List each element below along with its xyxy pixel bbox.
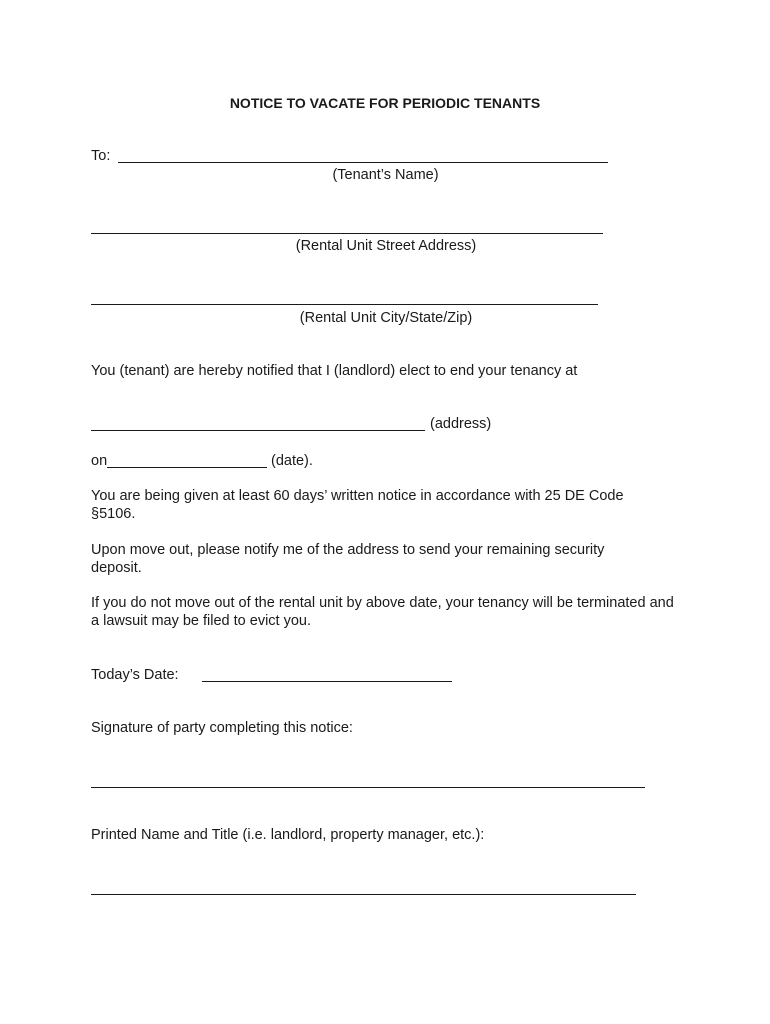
vacate-date-line[interactable] — [107, 467, 267, 468]
printed-name-line[interactable] — [91, 894, 636, 895]
on-label: on — [91, 453, 108, 469]
notice-sentence: You (tenant) are hereby notified that I (landlord) elect to end your tenancy at — [91, 363, 578, 379]
signature-label: Signature of party completing this notice: — [91, 720, 353, 736]
lawsuit-paragraph: If you do not move out of the rental unit by above date, your tenancy will be terminated and a lawsuit may be filed to evict you. — [91, 595, 674, 629]
signature-line[interactable] — [91, 787, 645, 788]
date-label: (date). — [271, 453, 313, 469]
to-label: To: — [91, 148, 111, 164]
printed-name-label: Printed Name and Title (i.e. landlord, property manager, etc.): — [91, 827, 485, 843]
street-address-caption: (Rental Unit Street Address) — [295, 238, 477, 254]
todays-date-label: Today’s Date: — [91, 667, 179, 683]
document-title: NOTICE TO VACATE FOR PERIODIC TENANTS — [229, 95, 541, 111]
todays-date-line[interactable] — [202, 681, 452, 682]
tenancy-address-line[interactable] — [91, 430, 425, 431]
deposit-paragraph: Upon move out, please notify me of the address to send your remaining security deposit. — [91, 542, 605, 576]
city-state-zip-line[interactable] — [91, 304, 598, 305]
notice-period-paragraph: You are being given at least 60 days’ written notice in accordance with 25 DE Code §5106. — [91, 488, 624, 522]
city-state-zip-caption: (Rental Unit City/State/Zip) — [299, 310, 473, 326]
street-address-line[interactable] — [91, 233, 603, 234]
tenant-name-caption: (Tenant’s Name) — [332, 167, 439, 183]
address-label: (address) — [430, 416, 492, 432]
tenant-name-line[interactable] — [118, 162, 608, 163]
